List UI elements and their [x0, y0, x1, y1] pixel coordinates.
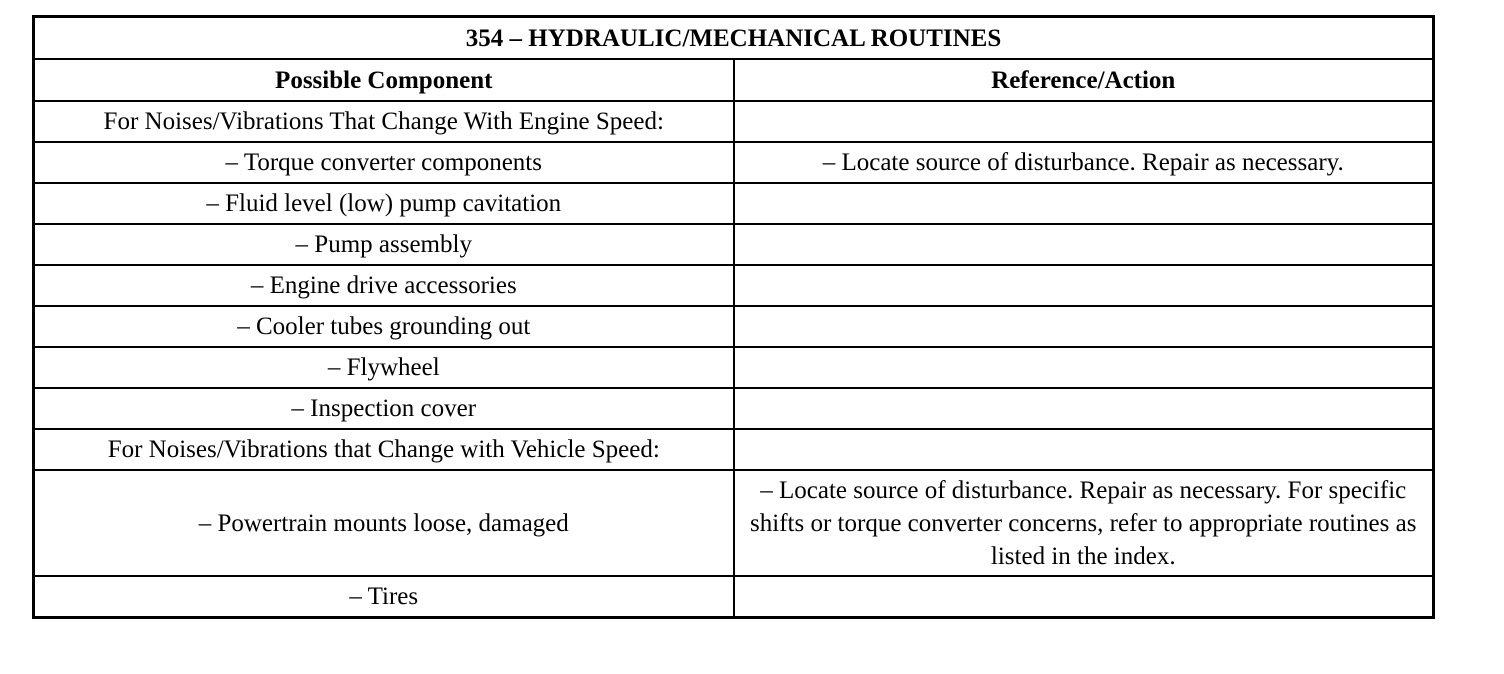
table-row [34, 142, 1434, 183]
action-cell: – Locate source of disturbance. Repair as necessary. [734, 142, 1434, 183]
header-reference-action: Reference/Action [734, 59, 1434, 101]
action-cell [734, 265, 1434, 306]
component-cell: – Tires [34, 576, 734, 618]
action-cell [734, 183, 1434, 224]
title-row [34, 17, 1434, 60]
action-cell [734, 429, 1434, 470]
table-row [34, 183, 1434, 224]
action-cell [734, 101, 1434, 142]
header-row [34, 59, 1434, 101]
table-row [34, 224, 1434, 265]
table-row [34, 306, 1434, 347]
component-cell: – Powertrain mounts loose, damaged [34, 470, 734, 576]
table-row [34, 347, 1434, 388]
table-row [34, 429, 1434, 470]
action-cell [734, 347, 1434, 388]
table-row [34, 388, 1434, 429]
action-cell [734, 388, 1434, 429]
table-row [34, 470, 1434, 576]
routines-table [32, 15, 1435, 619]
action-cell: – Locate source of disturbance. Repair as necessary. For specific shifts or torque converter concerns, refer to appropriate routines as listed in the index. [734, 470, 1434, 576]
component-cell: – Inspection cover [34, 388, 734, 429]
action-cell [734, 576, 1434, 618]
component-cell: For Noises/Vibrations that Change with Vehicle Speed: [34, 429, 734, 470]
component-cell: – Pump assembly [34, 224, 734, 265]
component-cell: For Noises/Vibrations That Change With Engine Speed: [34, 101, 734, 142]
component-cell: – Engine drive accessories [34, 265, 734, 306]
table-title: 354 – HYDRAULIC/MECHANICAL ROUTINES [34, 17, 1434, 60]
component-cell: – Torque converter components [34, 142, 734, 183]
table-row [34, 265, 1434, 306]
action-cell [734, 224, 1434, 265]
component-cell: – Fluid level (low) pump cavitation [34, 183, 734, 224]
table-row [34, 576, 1434, 618]
component-cell: – Flywheel [34, 347, 734, 388]
header-possible-component: Possible Component [34, 59, 734, 101]
action-cell [734, 306, 1434, 347]
component-cell: – Cooler tubes grounding out [34, 306, 734, 347]
table-row [34, 101, 1434, 142]
